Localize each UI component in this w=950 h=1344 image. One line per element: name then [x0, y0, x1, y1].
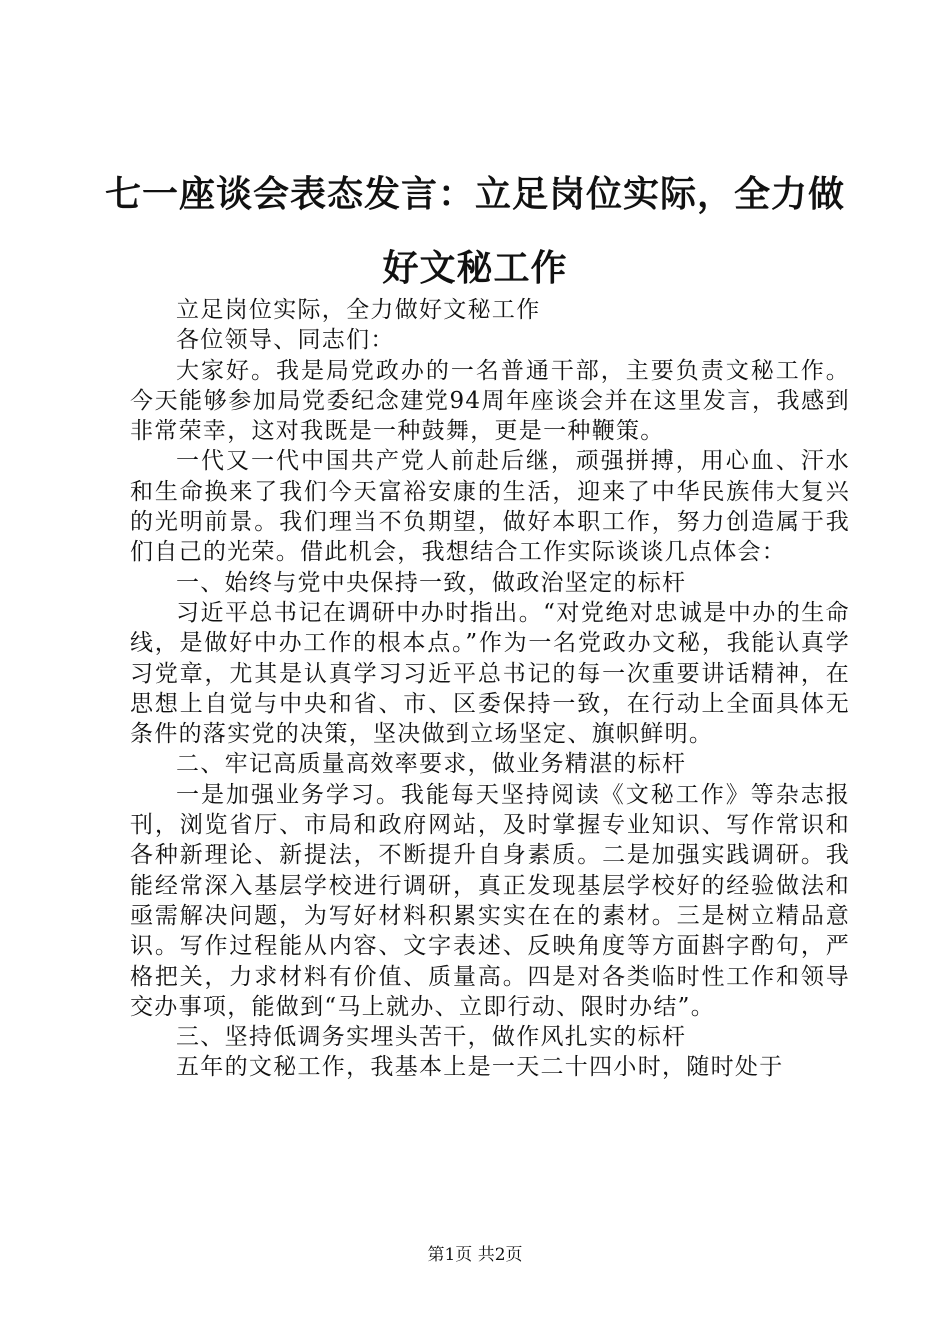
paragraph-section-3: 五年的文秘工作，我基本上是一天二十四小时，随时处于 [176, 1054, 784, 1081]
paragraph-section-2: 一是加强业务学习。我能每天坚持阅读《文秘工作》等杂志报刊，浏览省厅、市局和政府网站，及时掌握专业知识、写作常识和各种新理论、新提法，不断提升自身素质。二是加强实践调研。我能经常深入基层学校进行调研，真正发现基层学校好的经验做法和亟需解决问题，为写好材料积累实实在在的素材。三是树立精品意识。写作过程能从内容、文字表述、反映角度等方面斟字酌句，严格把关，力求材料有价值、质量高。四是对各类临时性工作和领导交办事项，能做到“马上就办、立即行动、限时办结”。 [130, 781, 850, 1020]
paragraph-intro: 一代又一代中国共产党人前赴后继，顽强拼搏，用心血、汗水和生命换来了我们今天富裕安康的生活，迎来了中华民族伟大复兴的光明前景。我们理当不负期望，做好本职工作，努力创造属于我们自己的光荣。借此机会，我想结合工作实际谈谈几点体会： [130, 448, 850, 566]
section-heading-3: 三、坚持低调务实埋头苦干，做作风扎实的标杆 [176, 1024, 687, 1051]
section-heading-2: 二、牢记高质量高效率要求，做业务精湛的标杆 [176, 751, 687, 778]
document-title: 七一座谈会表态发言：立足岗位实际，全力做好文秘工作 [104, 174, 845, 289]
document-body [130, 295, 850, 1083]
paragraph-greeting: 大家好。我是局党政办的一名普通干部，主要负责文秘工作。今天能够参加局党委纪念建党94周年座谈会并在这里发言，我感到非常荣幸，这对我既是一种鼓舞，更是一种鞭策。 [130, 357, 850, 445]
paragraph-salutation: 各位领导、同志们： [176, 327, 395, 354]
page-footer: 第1页 共2页 [427, 1245, 523, 1265]
paragraph-section-1: 习近平总书记在调研中办时指出。“对党绝对忠诚是中办的生命线，是做好中办工作的根本点。”作为一名党政办文秘，我能认真学习党章，尤其是认真学习习近平总书记的每一次重要讲话精神，在思想上自觉与中央和省、市、区委保持一致，在行动上全面具体无条件的落实党的决策，坚决做到立场坚定、旗帜鲜明。 [130, 599, 850, 748]
section-heading-1: 一、始终与党中央保持一致，做政治坚定的标杆 [176, 569, 687, 596]
paragraph-subtitle: 立足岗位实际，全力做好文秘工作 [176, 297, 541, 323]
